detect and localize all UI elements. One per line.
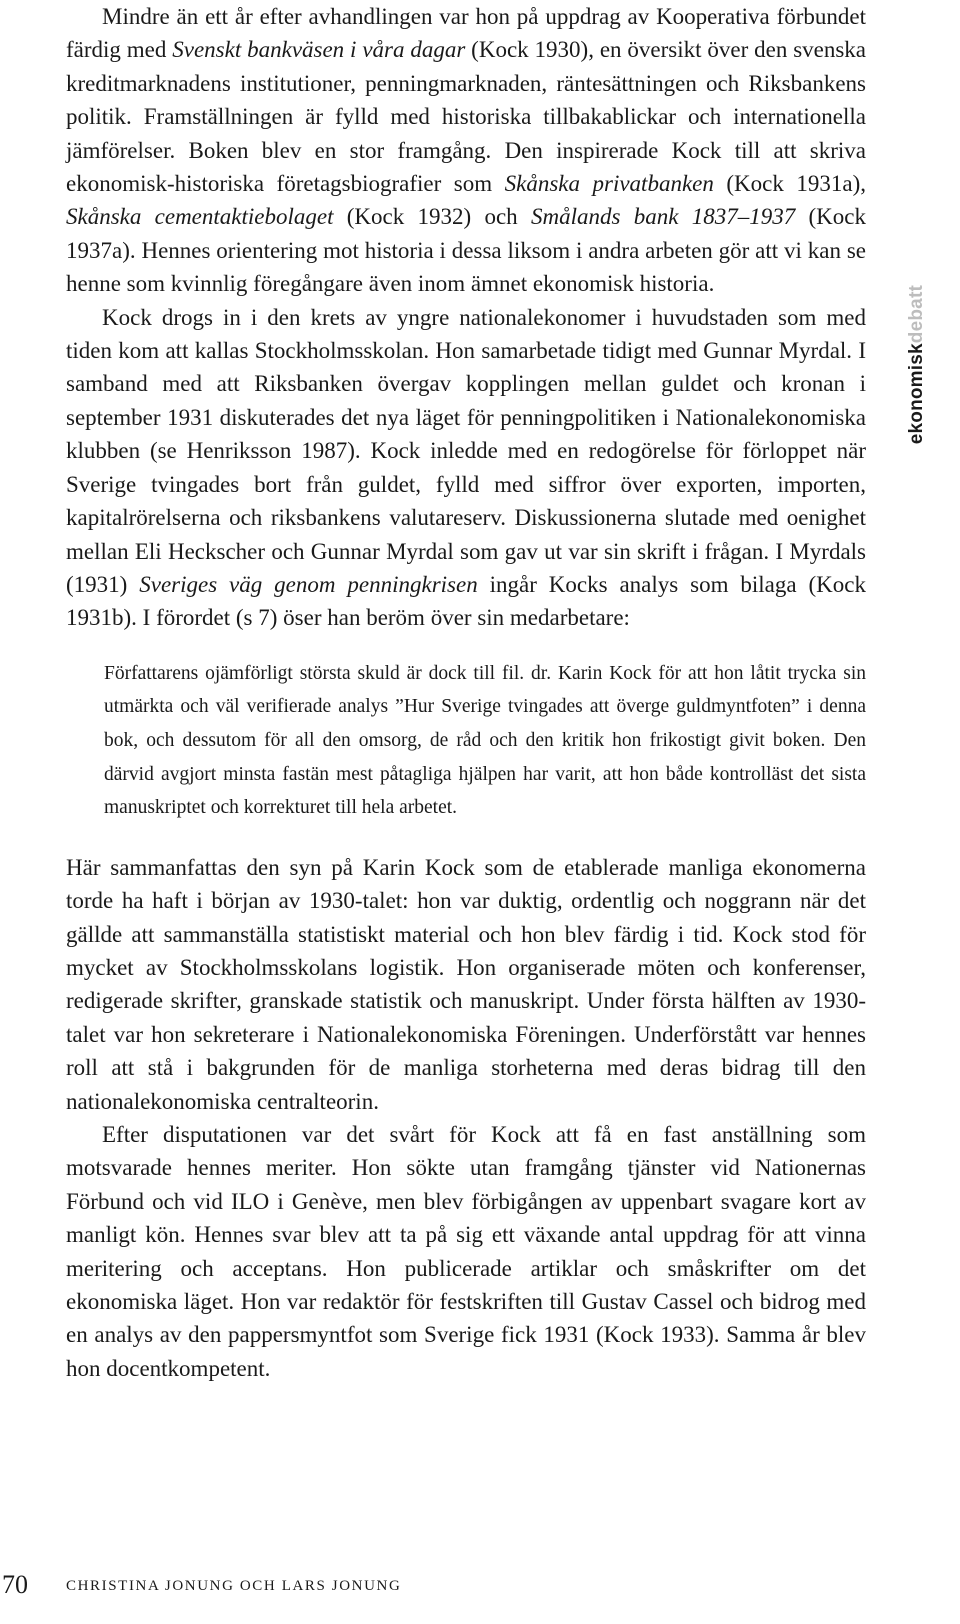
title-skanska-privatbanken: Skånska privatbanken [504,171,714,197]
paragraph-1-text-e: (Kock 1937a). Hennes orientering mot historia i dessa liksom i andra arbeten gör att vi kan se henne som kvinnlig föregångare även inom ämnet ekonomisk historia. [66,204,866,297]
block-quote: Författarens ojämförligt största skuld är dock till fil. dr. Karin Kock för att hon låtit trycka sin utmärkta och väl verifierade analys ”Hur Sverige tvingades att överge guldmyntfoten” i denna bok, och dessutom för all den omsorg, de råd och den kritik hon frikostigt givit boken. Den därvid avgjort minsta fastän mest påtagliga hjälpen har varit, att hon både kontrolläst det sista manuskriptet och korrekturet till hela arbetet. [104,662,866,819]
paragraph-1-text-a: Mindre än ett år efter avhandlingen var hon på uppdrag av Kooperativa förbundet färdig med [66,4,866,63]
page-number: 70 [2,1570,28,1599]
title-skanska-cementaktiebolaget: Skånska cementaktiebolaget [66,204,334,230]
title-sveriges-vag: Sveriges väg genom penningkrisen [139,571,478,597]
title-smalands-bank: Smålands bank 1837–1937 [530,204,796,230]
paragraph-1-text-b: (Kock 1930), en översikt över den svenska kreditmarknadens institutioner, penningmarknaden, räntesättningen och Riksbankens politik. Framställningen är fylld med historiska tillbakablickar och internationella jämförelser. Boken blev en stor framgång. Den inspirerade Kock till att skriva ekonomisk-historiska företagsbiografier som [66,37,867,197]
side-label-light: debatt [906,285,927,344]
paragraph-1 [66,0,866,301]
paragraph-2 [66,301,866,635]
side-label-dark: ekonomisk [906,343,927,445]
title-svenskt-bankvasen: Svenskt bankväsen i våra dagar [172,37,466,63]
paragraph-2-text-b: ingår Kocks analys som bilaga (Kock 1931b). I förordet (s 7) öser han beröm över sin medarbetare: [66,571,866,631]
paragraph-4: Efter disputationen var det svårt för Kock att få en fast anställning som motsvarade hennes meriter. Hon sökte utan framgång tjänster vid Nationernas Förbund och vid ILO i Genève, men blev förbigången av uppenbart svagare kort av manligt kön. Hennes svar blev att ta på sig ett växande antal uppdrag för att vinna meritering och acceptans. Hon publicerade artiklar och småskrifter om det ekonomiska läget. Hon var redaktör för festskriften till Gustav Cassel och bidrog med en analys av den pappersmyntfot som Sverige fick 1931 (Kock 1933). Samma år blev hon docentkompetent. [66,1121,866,1381]
paragraph-1-text-c: (Kock 1931a), [713,171,866,197]
main-text-column [66,0,866,1385]
paragraph-2-text-a: Kock drogs in i den krets av yngre nationalekonomer i huvudstaden som med tiden kom att kallas Stockholmsskolan. Hon samarbetade tidigt med Gunnar Myrdal. I samband med att Riksbanken övergav kopplingen mellan guldet och kronan i september 1931 diskuterades det nya läget för penningpolitiken i Nationalekonomiska klubben (se Henriksson 1987). Kock inledde med en redogörelse för förloppet när Sverige tvingades bort från guldet, fylld med siffror över exporten, importen, kapitalrörelserna och riksbankens valutareserv. Diskussionerna slutade med oenighet mellan Eli Heckscher och Gunnar Myrdal som gav ut var sin skrift i frågan. I Myrdals (1931) [66,304,866,597]
running-footer-authors: CHRISTINA JONUNG OCH LARS JONUNG [66,1578,402,1594]
paragraph-3: Här sammanfattas den syn på Karin Kock som de etablerade manliga ekonomerna torde ha haft i början av 1930-talet: hon var duktig, ordentlig och noggrann när det gällde att sammanställa statistiskt material och hon blev färdig i tid. Kock stod för mycket av Stockholmsskolans logistik. Hon organiserade möten och konferenser, redigerade skrifter, granskade statistik och manuskript. Under första hälften av 1930-talet var hon sekreterare i Nationalekonomiska Föreningen. Underförstått var hennes roll att stå i bakgrunden för de manliga storheterna med deras bidrag till den nationalekonomiska centralteorin. [66,854,866,1114]
section-side-label [906,285,928,444]
paragraph-1-text-d: (Kock 1932) och [333,204,531,230]
